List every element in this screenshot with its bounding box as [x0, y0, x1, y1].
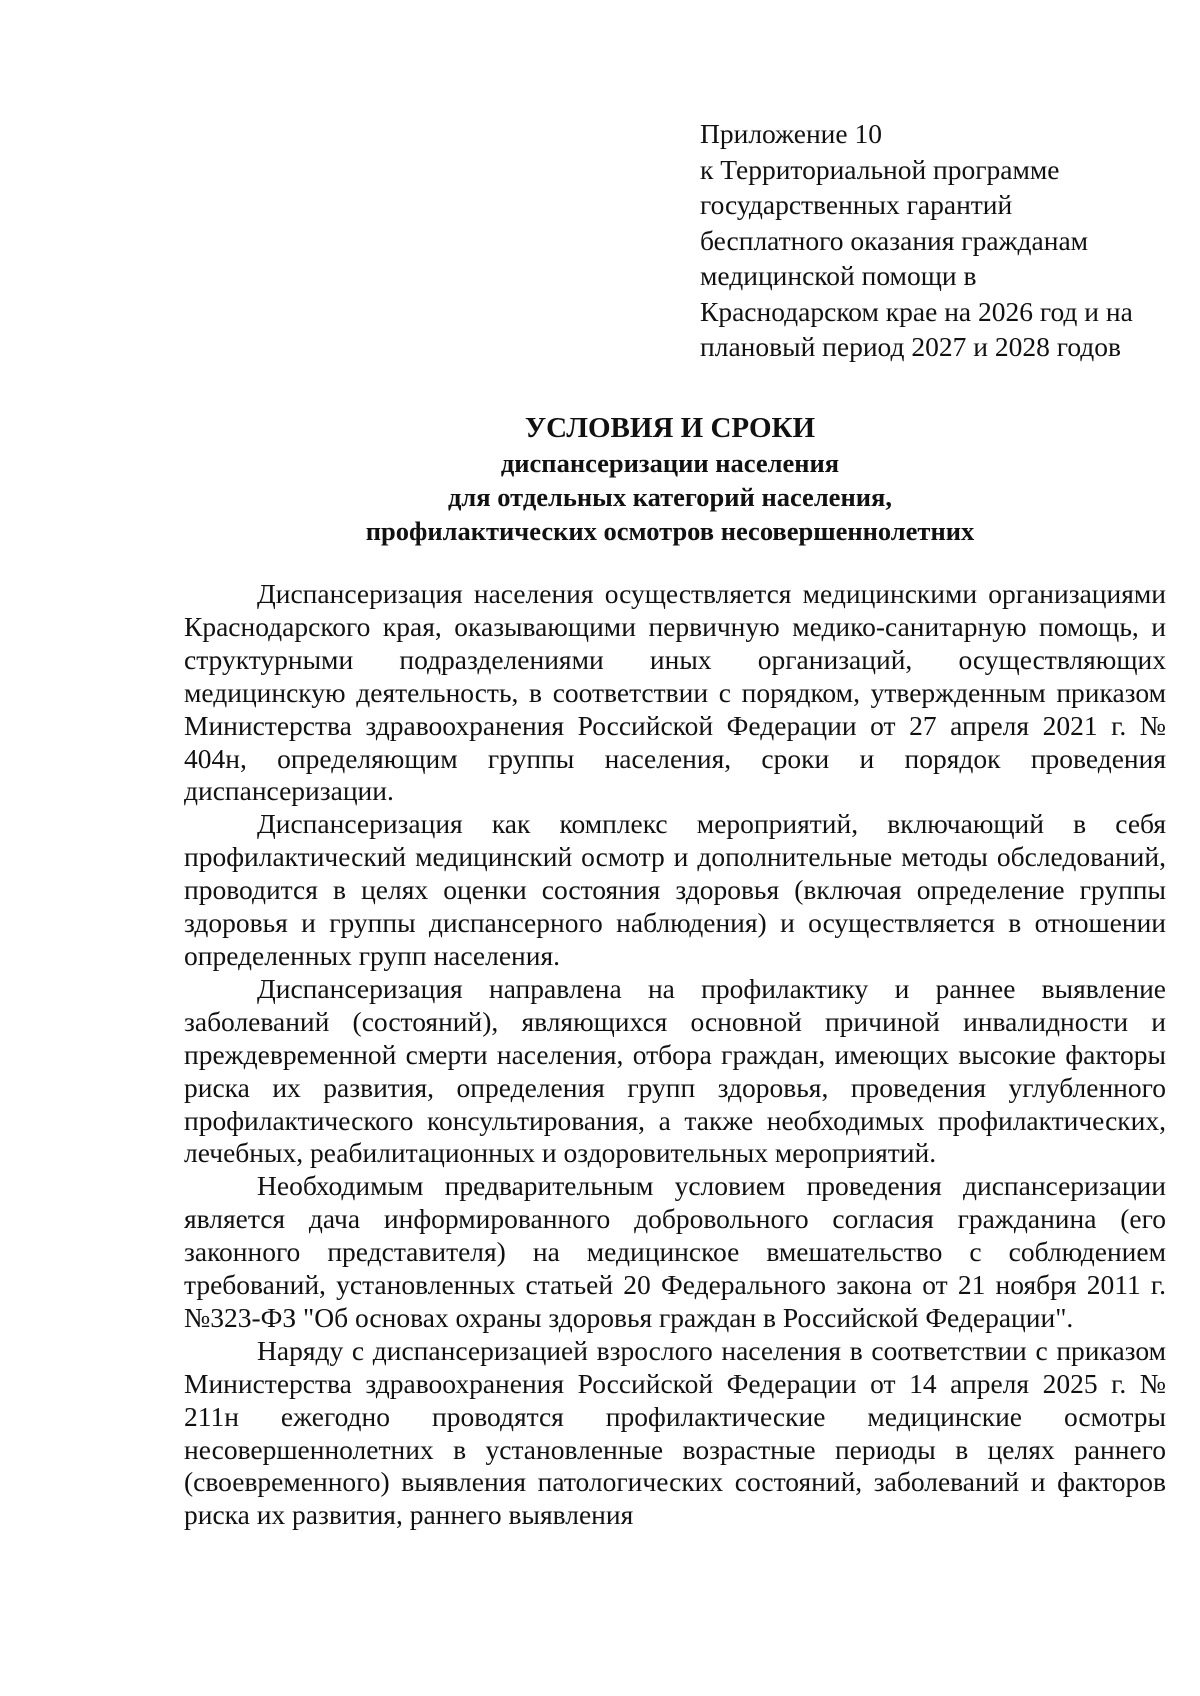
appendix-line: к Территориальной программе: [700, 153, 1060, 185]
body-paragraph: Диспансеризация направлена на профилактику и раннее выявление заболеваний (состояний), являющихся основной причиной инвалидности и преждевременной смерти населения, отбора граждан, имеющих высокие факторы риска их развития, определения групп здоровья, проведения углубленного профилактического консультирования, а также необходимых профилактических, лечебных, реабилитационных и оздоровительных мероприятий.: [184, 972, 1166, 1169]
title-main: УСЛОВИЯ И СРОКИ: [524, 412, 816, 444]
appendix-line: плановый период 2027 и 2028 годов: [700, 331, 1121, 362]
title-line: профилактических осмотров несовершеннолетних: [365, 516, 975, 546]
appendix-header: [700, 116, 1170, 365]
title-line: для отдельных категорий населения,: [448, 482, 892, 512]
appendix-line: медицинской помощи в: [700, 260, 977, 291]
appendix-line: государственных гарантий: [700, 189, 1013, 220]
title-line: диспансеризации населения: [500, 448, 840, 478]
body-paragraph: Диспансеризация как комплекс мероприятий, включающий в себя профилактический медицинский осмотр и дополнительные методы обследований, проводится в целях оценки состояния здоровья (включая определение группы здоровья и группы диспансерного наблюдения) и осуществляется в отношении определенных групп населения.: [184, 808, 1166, 971]
body-paragraph: Необходимым предварительным условием проведения диспансеризации является дача информированного добровольного согласия гражданина (его законного представителя) на медицинское вмешательство с соблюдением требований, установленных статьей 20 Федерального закона от 21 ноября 2011 г. №323-ФЗ "Об основах охраны здоровья граждан в Российской Федерации".: [184, 1170, 1166, 1333]
appendix-line: Приложение 10: [700, 118, 882, 149]
body-paragraph: Наряду с диспансеризацией взрослого населения в соответствии с приказом Министерства здравоохранения Российской Федерации от 14 апреля 2025 г. № 211н ежегодно проводятся профилактические медицинские осмотры несовершеннолетних в установленные возрастные периоды в целях раннего (своевременного) выявления патологических состояний, заболеваний и факторов риска их развития, раннего выявления: [184, 1334, 1166, 1531]
document-title: [140, 410, 1200, 548]
body-paragraph: Диспансеризация населения осуществляется медицинскими организациями Краснодарского края, оказывающими первичную медико-санитарную помощь, и структурными подразделениями иных организаций, осуществляющих медицинскую деятельность, в соответствии с порядком, утвержденным приказом Министерства здравоохранения Российской Федерации от 27 апреля 2021 г. № 404н, определяющим группы населения, сроки и порядок проведения диспансеризации.: [184, 578, 1166, 807]
appendix-line: Краснодарском крае на 2026 год и на: [700, 295, 1133, 327]
document-body: [184, 578, 1166, 1532]
appendix-line: бесплатного оказания гражданам: [700, 224, 1089, 256]
